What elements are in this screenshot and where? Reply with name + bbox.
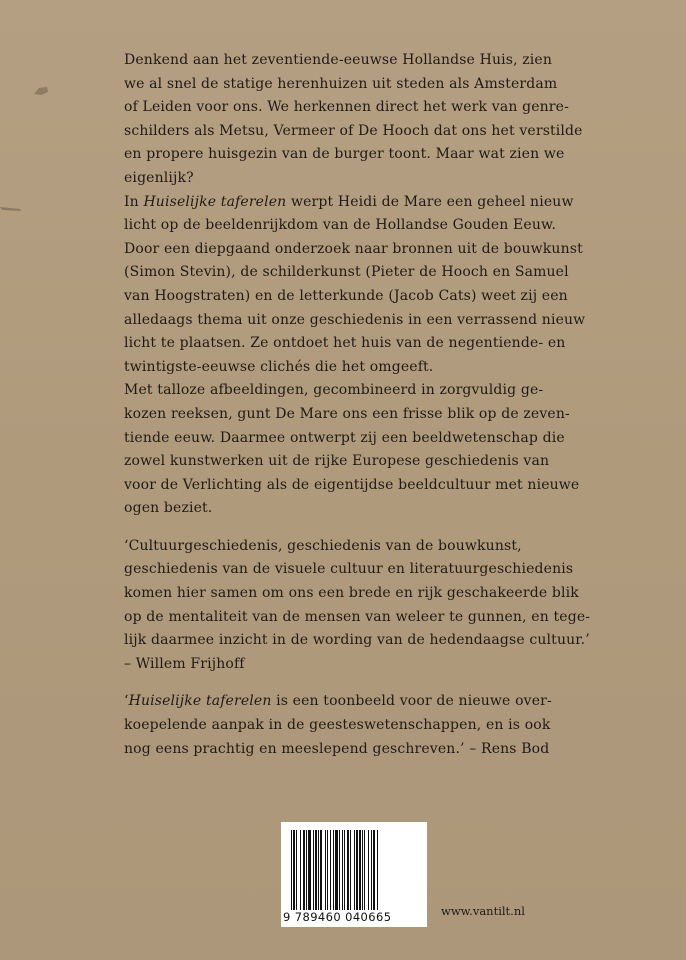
- quote-line: lijk daarmee inzicht in de wording van de hedendaagse cultuur.’: [124, 632, 590, 649]
- barcode: [281, 822, 427, 927]
- paragraph-gap: [124, 521, 594, 535]
- blurb-text: [124, 49, 594, 761]
- book-title: Huiselijke taferelen: [128, 693, 272, 710]
- quote-line: ‘Cultuurgeschiedenis, geschiedenis van de bouwkunst,: [124, 537, 522, 554]
- publisher-website: www.vantilt.nl: [441, 904, 525, 918]
- isbn-number: 9 789460 040665: [283, 910, 392, 924]
- quote-line: komen hier samen om ons een brede en rijk geschakeerde blik: [124, 585, 579, 602]
- blurb-line: twintigste-eeuwse clichés die het omgeeft.: [124, 358, 434, 375]
- blurb-line: van Hoogstraten) en de letterkunde (Jacob Cats) weet zij een: [124, 287, 568, 304]
- blurb-line: schilders als Metsu, Vermeer of De Hooch dat ons het verstilde: [124, 122, 583, 139]
- blurb-line: licht op de beeldenrijkdom van de Hollandse Gouden Eeuw.: [124, 217, 557, 234]
- paper-blemish-mark: [33, 86, 49, 96]
- blurb-line: zowel kunstwerken uit de rijke Europese geschiedenis van: [124, 453, 550, 470]
- blurb-line: eigenlijk?: [124, 169, 194, 186]
- blurb-line: ogen beziet.: [124, 500, 213, 517]
- quote-line: koepelende aanpak in de geesteswetenschappen, en is ook: [124, 717, 551, 734]
- quote-attribution: – Willem Frijhoff: [124, 655, 245, 672]
- blurb-line: voor de Verlichting als de eigentijdse beeldcultuur met nieuwe: [124, 476, 580, 493]
- paragraph-gap: [124, 676, 594, 690]
- blurb-line: we al snel de statige herenhuizen uit steden als Amsterdam: [124, 75, 558, 92]
- quote-mark: ‘: [124, 693, 129, 710]
- book-title: Huiselijke taferelen: [143, 193, 287, 210]
- quote-line: op de mentaliteit van de mensen van weleer te gunnen, en tege-: [124, 608, 591, 625]
- blurb-prefix: In: [124, 193, 144, 210]
- quote-line: nog eens prachtig en meeslepend geschreven.’ – Rens Bod: [124, 740, 550, 757]
- blurb-line: en propere huisgezin van de burger toont. Maar wat zien we: [124, 146, 565, 163]
- blurb-line: tiende eeuw. Daarmee ontwerpt zij een beeldwetenschap die: [124, 429, 565, 446]
- blurb-line: [124, 191, 594, 215]
- quote-line: [124, 690, 594, 714]
- blurb-line: Denkend aan het zeventiende-eeuwse Hollandse Huis, zien: [124, 52, 553, 68]
- blurb-line: (Simon Stevin), de schilderkunst (Pieter de Hooch en Samuel: [124, 264, 569, 281]
- blurb-line: Door een diepgaand onderzoek naar bronnen uit de bouwkunst: [124, 240, 583, 257]
- paper-blemish-mark: [0, 204, 22, 212]
- quote-line: geschiedenis van de visuele cultuur en literatuurgeschiedenis: [124, 561, 574, 578]
- barcode-bars: [289, 830, 419, 910]
- blurb-line: licht te plaatsen. Ze ontdoet het huis van de negentiende- en: [124, 335, 566, 352]
- quote-suffix: is een toonbeeld voor de nieuwe over-: [271, 693, 552, 710]
- blurb-line: Met talloze afbeeldingen, gecombineerd in zorgvuldig ge-: [124, 382, 544, 399]
- blurb-suffix: werpt Heidi de Mare een geheel nieuw: [286, 193, 574, 210]
- blurb-line: kozen reeksen, gunt De Mare ons een frisse blik op de zeven-: [124, 405, 570, 422]
- blurb-line: alledaags thema uit onze geschiedenis in een verrassend nieuw: [124, 311, 586, 328]
- blurb-line: of Leiden voor ons. We herkennen direct het werk van genre-: [124, 99, 569, 116]
